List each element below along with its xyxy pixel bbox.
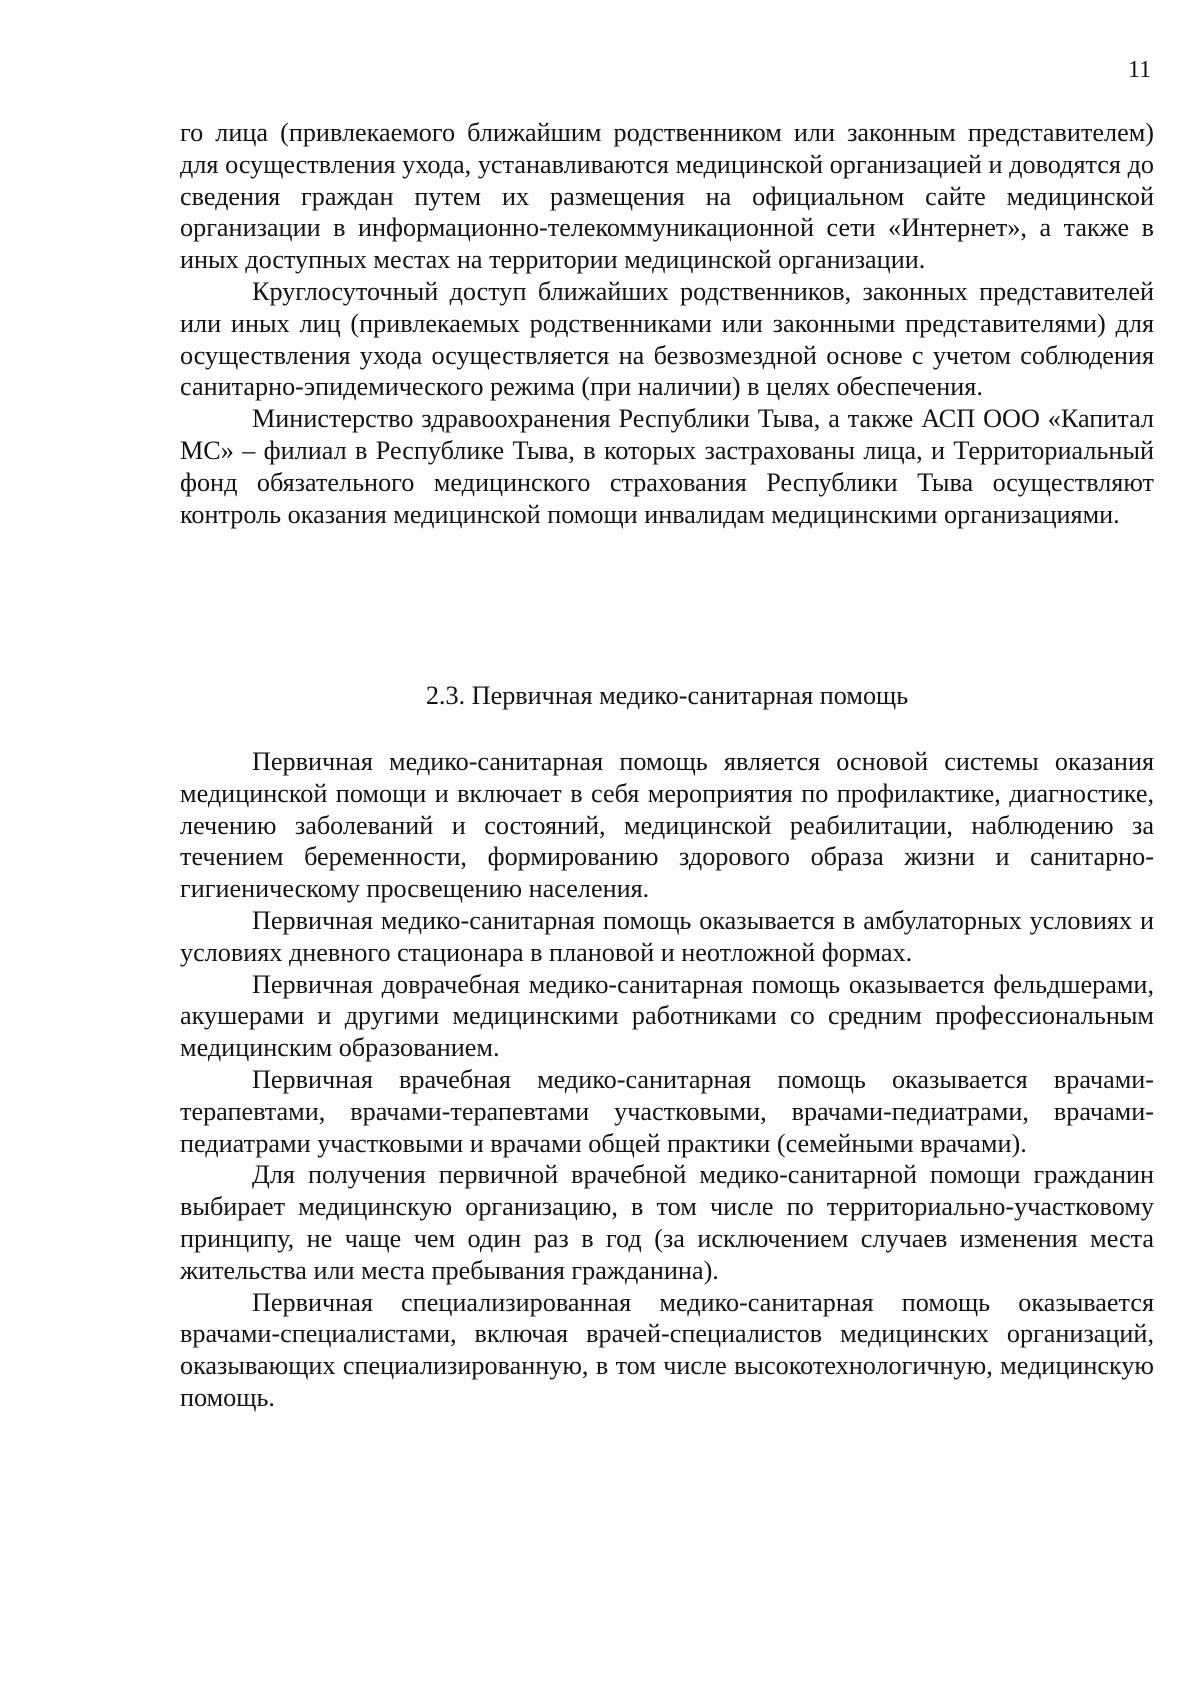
page-number: 11 xyxy=(1128,57,1152,83)
paragraph: Первичная специализированная медико-санитарная помощь оказывается врачами-специалистами, включая врачей-специалистов медицинских организаций, оказывающих специализированную, в том числе высокотехнологичную, медицинскую помощь. xyxy=(180,1287,1154,1412)
text-section-main xyxy=(180,746,1154,1414)
paragraph: Первичная доврачебная медико-санитарная помощь оказывается фельдшерами, акушерами и другими медицинскими работниками со средним профессиональным медицинским образованием. xyxy=(180,969,1154,1063)
paragraph: Для получения первичной врачебной медико-санитарной помощи гражданин выбирает медицинскую организацию, в том числе по территориально-участковому принципу, не чаще чем один раз в год (за исключением случаев изменения места жительства или места пребывания гражданина). xyxy=(180,1160,1154,1285)
paragraph: Первичная врачебная медико-санитарная помощь оказывается врачами-терапевтами, врачами-терапевтами участковыми, врачами-педиатрами, врачами-педиатрами участковыми и врачами общей практики (семейными врачами). xyxy=(180,1064,1154,1158)
section-heading: 2.3. Первичная медико-санитарная помощь xyxy=(425,681,909,710)
paragraph: Первичная медико-санитарная помощь является основой системы оказания медицинской помощи и включает в себя мероприятия по профилактике, диагностике, лечению заболеваний и состояний, медицинской реабилитации, наблюдению за течением беременности, формированию здорового образа жизни и санитарно-гигиеническому просвещению населения. xyxy=(180,747,1154,904)
paragraph-continuation: го лица (привлекаемого ближайшим родственником или законным представителем) для осуществления ухода, устанавливаются медицинской организацией и доводятся до сведения граждан путем их размещения на официальном сайте медицинской организации в информационно-телекоммуникационной сети «Интернет», а также в иных доступных местах на территории медицинской организации. xyxy=(180,118,1154,275)
paragraph: Министерство здравоохранения Республики Тыва, а также АСП ООО «Капитал МС» – филиал в Республике Тыва, в которых застрахованы лица, и Территориальный фонд обязательного медицинского страхования Республики Тыва осуществляют контроль оказания медицинской помощи инвалидам медицинскими организациями. xyxy=(180,404,1154,529)
paragraph: Круглосуточный доступ ближайших родственников, законных представителей или иных лиц (привлекаемых родственниками или законными представителями) для осуществления ухода осуществляется на безвозмездной основе с учетом соблюдения санитарно-эпидемического режима (при наличии) в целях обеспечения. xyxy=(180,276,1154,402)
paragraph: Первичная медико-санитарная помощь оказывается в амбулаторных условиях и условиях дневного стационара в плановой и неотложной формах. xyxy=(180,905,1154,967)
text-section-top xyxy=(180,117,1154,530)
